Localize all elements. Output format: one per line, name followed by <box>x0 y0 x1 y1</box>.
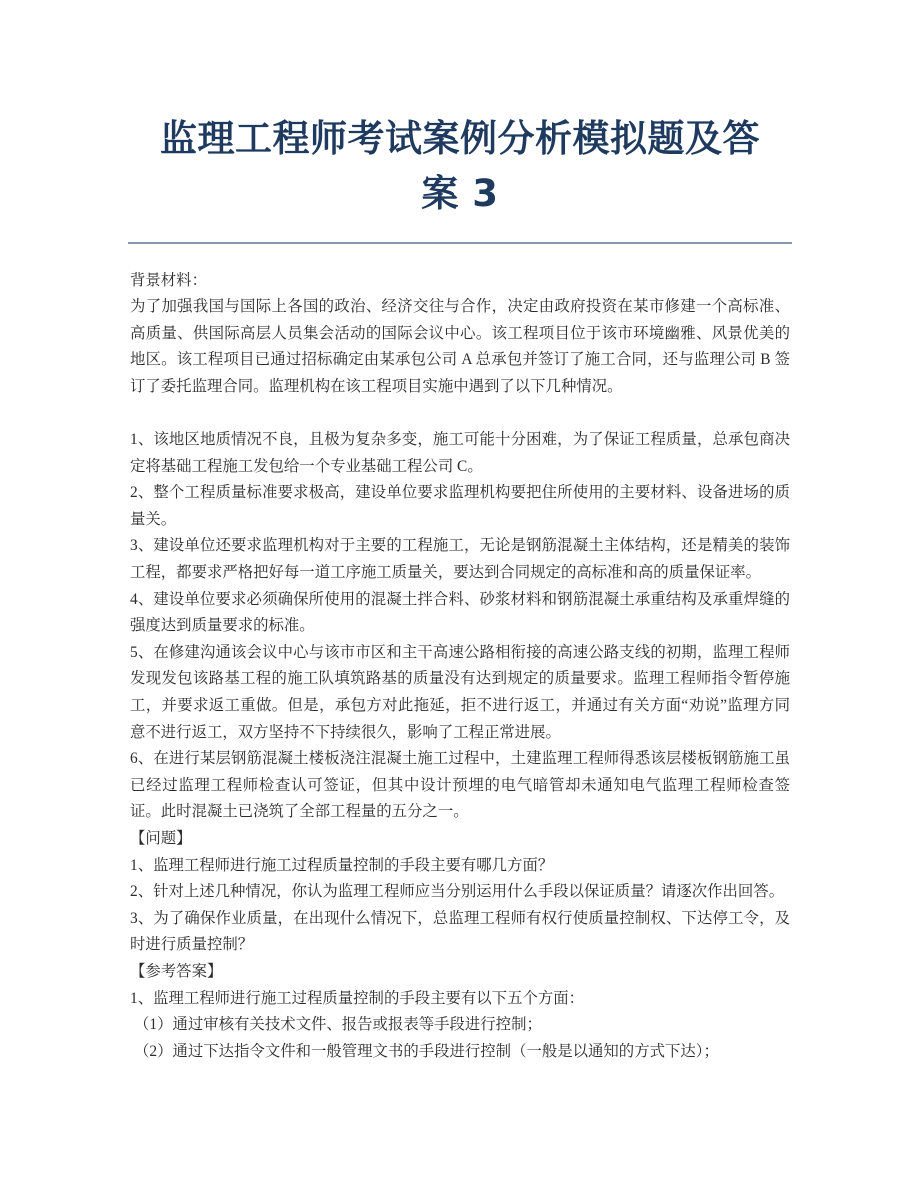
answer-sub-item: （2）通过下达指令文件和一般管理文书的手段进行控制（一般是以通知的方式下达）； <box>134 1042 719 1060</box>
title-block <box>0 0 920 244</box>
situation-item: 2、整个工程质量标准要求极高，建设单位要求监理机构要把住所使用的主要材料、设备进场的质量关。 <box>130 484 790 528</box>
situation-item: 6、在进行某层钢筋混凝土楼板浇注混凝土施工过程中，土建监理工程师得悉该层楼板钢筋施工虽已经过监理工程师检查认可签证，但其中设计预埋的电气暗管却未通知电气监理工程师检查签证。此时混凝土已浇筑了全部工程量的五分之一。 <box>130 750 790 821</box>
situation-item: 5、在修建沟通该会议中心与该市市区和主干高速公路相衔接的高速公路支线的初期，监理工程师发现发包该路基工程的施工队填筑路基的质量没有达到规定的质量要求。监理工程师指令暂停施工，并要求返工重做。但是，承包方对此拖延，拒不进行返工，并通过有关方面“劝说”监理方同意不进行返工，双方坚持不下持续很久，影响了工程正常进展。 <box>130 643 790 741</box>
situation-item: 1、该地区地质情况不良，且极为复杂多变，施工可能十分困难，为了保证工程质量，总承包商决定将基础工程施工发包给一个专业基础工程公司 C。 <box>130 431 790 475</box>
background-label: 背景材料： <box>130 271 207 289</box>
questions-heading: 【问题】 <box>130 829 192 847</box>
answers-heading: 【参考答案】 <box>130 962 223 980</box>
page-title <box>128 112 792 222</box>
situation-item: 3、建设单位还要求监理机构对于主要的工程施工，无论是钢筋混凝土主体结构，还是精美的装饰工程，都要求严格把好每一道工序施工质量关，要达到合同规定的高标准和高的质量保证率。 <box>130 537 790 582</box>
page-title-line-2: 案 3 <box>421 171 499 215</box>
question-item: 2、针对上述几种情况，你认为监理工程师应当分别运用什么手段以保证质量？请逐次作出回答。 <box>130 883 785 901</box>
document-body <box>0 244 920 1066</box>
question-item: 3、为了确保作业质量，在出现什么情况下，总监理工程师有权行使质量控制权、下达停工令，及时进行质量控制？ <box>130 909 790 954</box>
page-title-line-1: 监理工程师考试案例分析模拟题及答 <box>160 117 760 160</box>
background-paragraph: 为了加强我国与国际上各国的政治、经济交往与合作，决定由政府投资在某市修建一个高标准、高质量、供国际高层人员集会活动的国际会议中心。该工程项目位于该市环境幽雅、风景优美的地区。该工程项目已通过招标确定由某承包公司 A 总承包并签订了施工合同，还与监理公司 B 签订了委托监理合同。监理机构在该工程项目实施中遇到了以下几种情况。 <box>130 298 790 395</box>
answer-sub-item: （1）通过审核有关技术文件、报告或报表等手段进行控制； <box>134 1016 542 1034</box>
situation-item: 4、建设单位要求必须确保所使用的混凝土拌合料、砂浆材料和钢筋混凝土承重结构及承重焊缝的强度达到质量要求的标准。 <box>130 590 790 635</box>
answer-item: 1、监理工程师进行施工过程质量控制的手段主要有以下五个方面： <box>130 989 585 1007</box>
question-item: 1、监理工程师进行施工过程质量控制的手段主要有哪几方面？ <box>130 856 554 874</box>
